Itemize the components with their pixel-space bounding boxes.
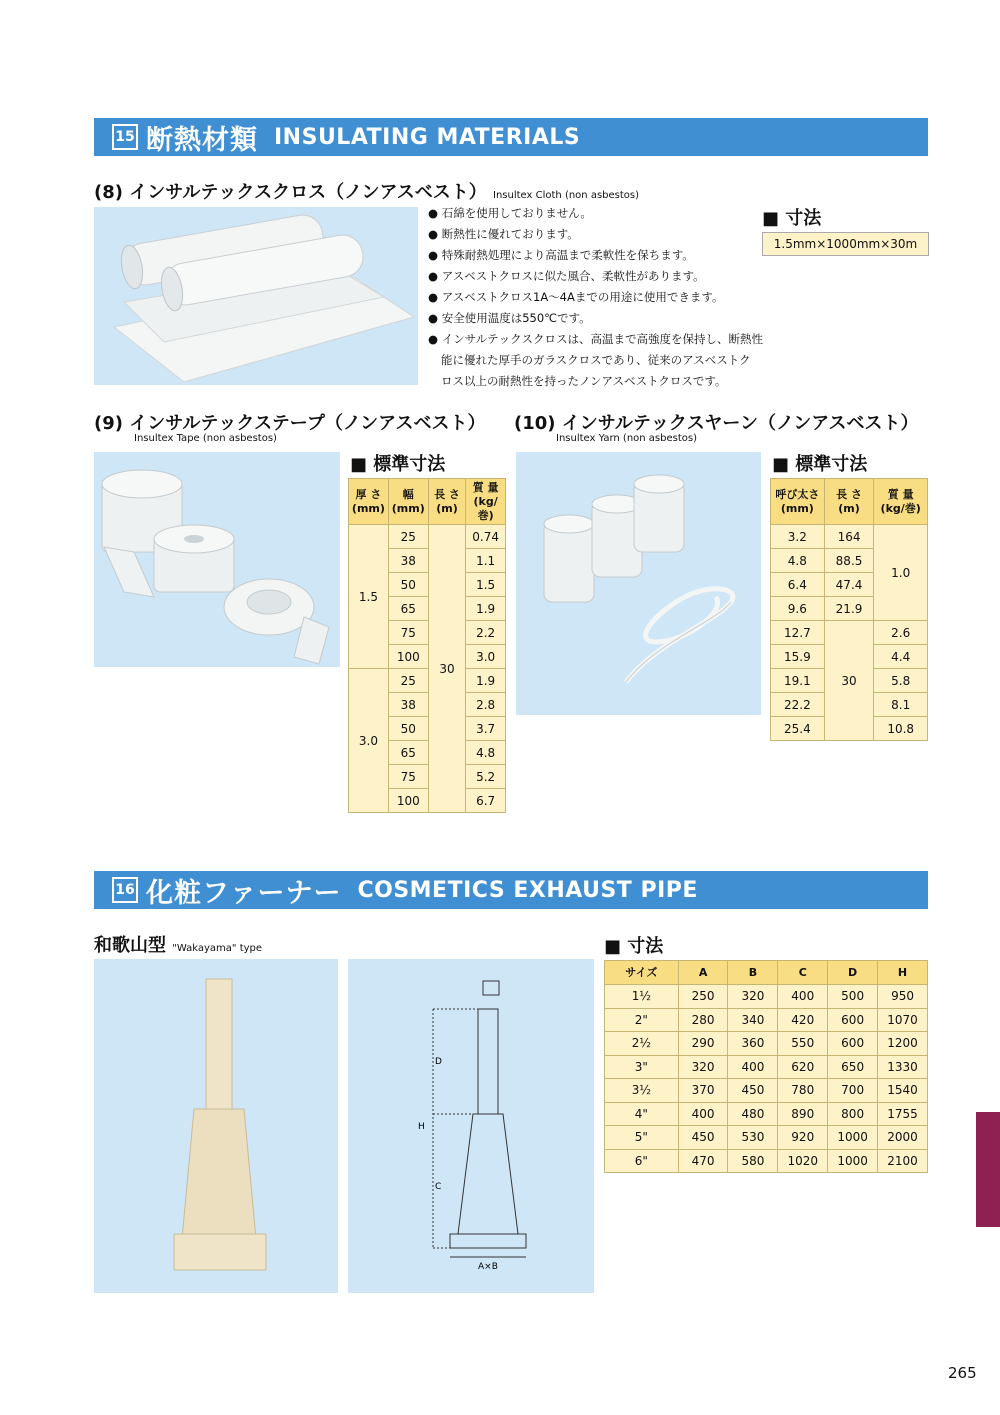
pipe-size-cell: 3½ (605, 1079, 679, 1103)
pipe-size-cell: 5" (605, 1126, 679, 1150)
tape-heading: (9) インサルテックステープ（ノンアスベスト） (94, 413, 486, 434)
tape-std-heading: ■ 標準寸法 (350, 454, 446, 475)
pipe-value-cell: 550 (778, 1032, 828, 1056)
bullet-item: ● アスベストクロス1A～4Aまでの用途に使用できます。 (428, 290, 724, 304)
pipe-size-cell: 2" (605, 1008, 679, 1032)
tape-col-thickness: 厚 さ (mm) (349, 479, 389, 525)
pipe-value-cell: 320 (728, 985, 778, 1009)
exhaust-pipe-photo (94, 959, 338, 1293)
tape-mass-cell: 1.5 (466, 573, 506, 597)
yarn-table (770, 478, 928, 741)
tape-col-mass: 質 量 (kg/巻) (466, 479, 506, 525)
pipe-value-cell: 950 (878, 985, 928, 1009)
page-tab-marker (976, 1112, 1000, 1227)
pipe-col-h: H (878, 961, 928, 985)
page-number: 265 (948, 1364, 977, 1382)
bullet-item: 能に優れた厚手のガラスクロスであり、従来のアスベストク (441, 353, 751, 367)
pipe-value-cell: 2000 (878, 1126, 928, 1150)
section-16-banner (94, 871, 928, 909)
pipe-size-cell: 2½ (605, 1032, 679, 1056)
tape-width-cell: 50 (388, 717, 428, 741)
bullet-item: ● 断熱性に優れております。 (428, 227, 579, 241)
pipe-value-cell: 320 (678, 1055, 728, 1079)
pipe-size-cell: 6" (605, 1149, 679, 1173)
pipe-size-cell: 3" (605, 1055, 679, 1079)
pipe-col-a: A (678, 961, 728, 985)
pipe-value-cell: 1540 (878, 1079, 928, 1103)
pipe-value-cell: 1200 (878, 1032, 928, 1056)
yarn-length-cell: 88.5 (824, 549, 874, 573)
yarn-mass-cell: 5.8 (874, 669, 928, 693)
cloth-heading-text: (8) インサルテックスクロス（ノンアスベスト） (94, 182, 487, 203)
bullet-item: ● 石綿を使用しておりません。 (428, 206, 592, 220)
tape-mass-cell: 3.0 (466, 645, 506, 669)
pipe-table-row (605, 1055, 928, 1079)
tape-photo (94, 452, 340, 667)
yarn-dia-cell: 6.4 (771, 573, 825, 597)
pipe-col-d: D (828, 961, 878, 985)
tape-width-cell: 38 (388, 693, 428, 717)
tape-mass-cell: 0.74 (466, 525, 506, 549)
yarn-std-heading: ■ 標準寸法 (772, 454, 868, 475)
yarn-dia-cell: 25.4 (771, 717, 825, 741)
yarn-dia-cell: 12.7 (771, 621, 825, 645)
yarn-dia-cell: 4.8 (771, 549, 825, 573)
pipe-value-cell: 1000 (828, 1149, 878, 1173)
yarn-mass-cell: 1.0 (874, 525, 928, 621)
tape-mass-cell: 6.7 (466, 789, 506, 813)
tape-width-cell: 25 (388, 669, 428, 693)
section-title-jp: 断熱材類 (146, 124, 258, 156)
yarn-length-cell: 30 (824, 621, 874, 741)
tape-mass-cell: 3.7 (466, 717, 506, 741)
yarn-dia-cell: 9.6 (771, 597, 825, 621)
section-number: 16 (112, 877, 138, 903)
tape-mass-cell: 5.2 (466, 765, 506, 789)
pipe-table-row (605, 1102, 928, 1126)
pipe-value-cell: 2100 (878, 1149, 928, 1173)
pipe-value-cell: 580 (728, 1149, 778, 1173)
yarn-subheading: Insultex Yarn (non asbestos) (556, 433, 697, 444)
section-number: 15 (112, 124, 138, 150)
pipe-value-cell: 530 (728, 1126, 778, 1150)
pipe-table-row (605, 1032, 928, 1056)
yarn-col-diameter: 呼び太さ (mm) (771, 479, 825, 525)
pipe-value-cell: 1070 (878, 1008, 928, 1032)
yarn-heading: (10) インサルテックスヤーン（ノンアスベスト） (514, 413, 919, 434)
label-ab: A×B (478, 1262, 498, 1272)
pipe-value-cell: 1020 (778, 1149, 828, 1173)
pipe-value-cell: 470 (678, 1149, 728, 1173)
cloth-heading (94, 178, 639, 204)
pipe-value-cell: 600 (828, 1032, 878, 1056)
section-15-banner (94, 118, 928, 156)
tape-table (348, 478, 506, 813)
pipe-dim-table (604, 960, 928, 1173)
tape-width-cell: 25 (388, 525, 428, 549)
yarn-mass-cell: 10.8 (874, 717, 928, 741)
pipe-table-row (605, 1149, 928, 1173)
pipe-value-cell: 290 (678, 1032, 728, 1056)
pipe-value-cell: 450 (728, 1079, 778, 1103)
tape-mass-cell: 1.9 (466, 597, 506, 621)
cloth-bullets (428, 203, 763, 392)
pipe-value-cell: 340 (728, 1008, 778, 1032)
yarn-length-cell: 21.9 (824, 597, 874, 621)
pipe-value-cell: 620 (778, 1055, 828, 1079)
tape-mass-cell: 1.1 (466, 549, 506, 573)
tape-width-cell: 38 (388, 549, 428, 573)
bullet-item: ● 安全使用温度は550℃です。 (428, 311, 591, 325)
yarn-length-cell: 164 (824, 525, 874, 549)
section-title-en: COSMETICS EXHAUST PIPE (357, 877, 698, 903)
label-c: C (435, 1182, 442, 1192)
yarn-photo (516, 452, 761, 715)
pipe-value-cell: 400 (778, 985, 828, 1009)
label-h: H (418, 1122, 425, 1132)
cloth-subheading: Insultex Cloth (non asbestos) (493, 190, 640, 201)
yarn-col-length: 長 さ (m) (824, 479, 874, 525)
pipe-table-row (605, 1126, 928, 1150)
tape-width-cell: 100 (388, 789, 428, 813)
pipe-value-cell: 280 (678, 1008, 728, 1032)
pipe-value-cell: 1330 (878, 1055, 928, 1079)
yarn-mass-cell: 4.4 (874, 645, 928, 669)
model-heading (94, 931, 262, 957)
bullet-item: ロス以上の耐熱性を持ったノンアスベストクロスです。 (441, 374, 727, 388)
pipe-value-cell: 1000 (828, 1126, 878, 1150)
cloth-dim-value: 1.5mm×1000mm×30m (762, 232, 929, 256)
cloth-dim-heading: ■ 寸法 (762, 208, 822, 229)
pipe-dim-heading: ■ 寸法 (604, 936, 664, 957)
yarn-dia-cell: 19.1 (771, 669, 825, 693)
exhaust-pipe-diagram (348, 959, 594, 1293)
tape-col-length: 長 さ (m) (428, 479, 466, 525)
pipe-value-cell: 450 (678, 1126, 728, 1150)
tape-mass-cell: 2.8 (466, 693, 506, 717)
tape-width-cell: 65 (388, 597, 428, 621)
yarn-col-mass: 質 量 (kg/巻) (874, 479, 928, 525)
yarn-mass-cell: 2.6 (874, 621, 928, 645)
pipe-value-cell: 600 (828, 1008, 878, 1032)
section-title-en: INSULATING MATERIALS (274, 124, 581, 150)
tape-width-cell: 50 (388, 573, 428, 597)
tape-width-cell: 75 (388, 765, 428, 789)
pipe-value-cell: 480 (728, 1102, 778, 1126)
pipe-value-cell: 500 (828, 985, 878, 1009)
pipe-value-cell: 1755 (878, 1102, 928, 1126)
tape-col-width: 幅 (mm) (388, 479, 428, 525)
pipe-table-row (605, 1079, 928, 1103)
tape-width-cell: 65 (388, 741, 428, 765)
tape-mass-cell: 4.8 (466, 741, 506, 765)
tape-width-cell: 100 (388, 645, 428, 669)
pipe-value-cell: 400 (678, 1102, 728, 1126)
pipe-table-row (605, 1008, 928, 1032)
pipe-size-cell: 1½ (605, 985, 679, 1009)
pipe-value-cell: 250 (678, 985, 728, 1009)
section-title-jp: 化粧ファーナー (146, 877, 342, 909)
cloth-photo (94, 207, 418, 385)
pipe-value-cell: 890 (778, 1102, 828, 1126)
pipe-col-b: B (728, 961, 778, 985)
pipe-value-cell: 780 (778, 1079, 828, 1103)
pipe-value-cell: 420 (778, 1008, 828, 1032)
tape-mass-cell: 1.9 (466, 669, 506, 693)
tape-thickness-cell: 1.5 (349, 525, 389, 669)
label-d: D (435, 1057, 442, 1067)
pipe-value-cell: 700 (828, 1079, 878, 1103)
bullet-item: ● 特殊耐熱処理により高温まで柔軟性を保ちます。 (428, 248, 694, 262)
tape-width-cell: 75 (388, 621, 428, 645)
pipe-value-cell: 370 (678, 1079, 728, 1103)
pipe-value-cell: 800 (828, 1102, 878, 1126)
pipe-col-c: C (778, 961, 828, 985)
pipe-value-cell: 650 (828, 1055, 878, 1079)
model-name-en: "Wakayama" type (172, 943, 263, 954)
pipe-value-cell: 400 (728, 1055, 778, 1079)
bullet-item: ● インサルテックスクロスは、高温まで高強度を保持し、断熱性 (428, 332, 763, 346)
bullet-item: ● アスベストクロスに似た風合、柔軟性があります。 (428, 269, 705, 283)
pipe-col-size: サイズ (605, 961, 679, 985)
pipe-value-cell: 920 (778, 1126, 828, 1150)
yarn-dia-cell: 22.2 (771, 693, 825, 717)
pipe-value-cell: 360 (728, 1032, 778, 1056)
model-name-jp: 和歌山型 (94, 935, 166, 956)
tape-subheading: Insultex Tape (non asbestos) (134, 433, 277, 444)
yarn-length-cell: 47.4 (824, 573, 874, 597)
yarn-dia-cell: 3.2 (771, 525, 825, 549)
yarn-dia-cell: 15.9 (771, 645, 825, 669)
yarn-mass-cell: 8.1 (874, 693, 928, 717)
tape-mass-cell: 2.2 (466, 621, 506, 645)
tape-length-cell: 30 (428, 525, 466, 813)
pipe-size-cell: 4" (605, 1102, 679, 1126)
pipe-table-row (605, 985, 928, 1009)
tape-thickness-cell: 3.0 (349, 669, 389, 813)
